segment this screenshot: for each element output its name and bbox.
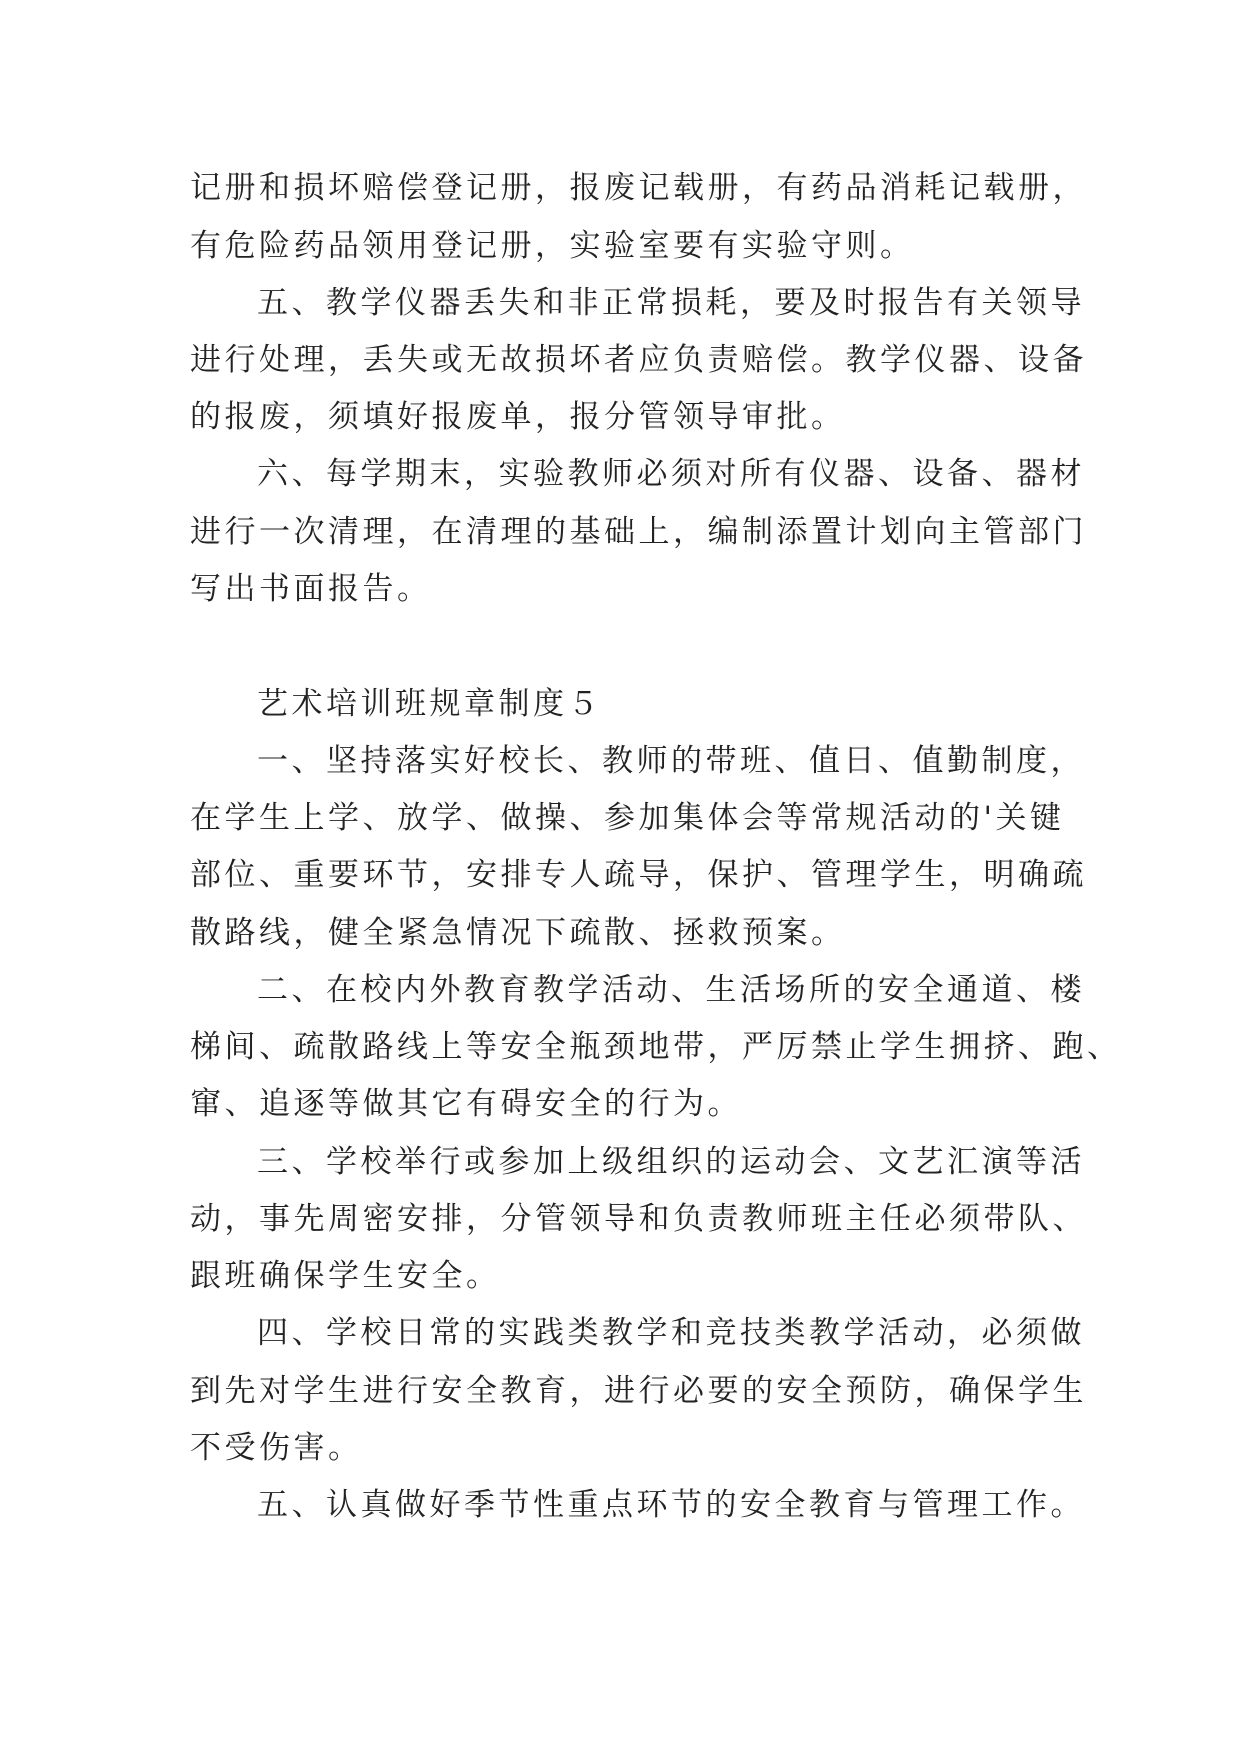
text-line: 散路线，健全紧急情况下疏散、拯救预案。 bbox=[190, 915, 846, 951]
text-line: 记册和损坏赔偿登记册，报废记载册，有药品消耗记载册， bbox=[190, 170, 1087, 206]
paragraph-first-line: 四、学校日常的实践类教学和竞技类教学活动，必须做 bbox=[257, 1315, 1085, 1351]
text-line: 在学生上学、放学、做操、参加集体会等常规活动的'关键 bbox=[190, 800, 1065, 836]
text-line: 部位、重要环节，安排专人疏导，保护、管理学生，明确疏 bbox=[190, 857, 1087, 893]
paragraph-first-line: 六、每学期末，实验教师必须对所有仪器、设备、器材 bbox=[257, 456, 1085, 492]
text-line: 跟班确保学生安全。 bbox=[190, 1258, 501, 1294]
text-line: 梯间、疏散路线上等安全瓶颈地带，严厉禁止学生拥挤、跑、 bbox=[190, 1029, 1122, 1065]
paragraph-first-line: 三、学校举行或参加上级组织的运动会、文艺汇演等活 bbox=[257, 1144, 1085, 1180]
text-line: 窜、追逐等做其它有碍安全的行为。 bbox=[190, 1086, 742, 1122]
text-line: 有危险药品领用登记册，实验室要有实验守则。 bbox=[190, 228, 915, 264]
text-line: 到先对学生进行安全教育，进行必要的安全预防，确保学生 bbox=[190, 1373, 1087, 1409]
text-line: 写出书面报告。 bbox=[190, 571, 432, 607]
text-line: 进行处理，丢失或无故损坏者应负责赔偿。教学仪器、设备 bbox=[190, 342, 1087, 378]
text-line: 的报废，须填好报废单，报分管领导审批。 bbox=[190, 399, 846, 435]
paragraph-first-line: 五、教学仪器丢失和非正常损耗，要及时报告有关领导 bbox=[257, 285, 1085, 321]
text-line: 动，事先周密安排，分管领导和负责教师班主任必须带队、 bbox=[190, 1201, 1087, 1237]
paragraph-first-line: 一、坚持落实好校长、教师的带班、值日、值勤制度， bbox=[257, 743, 1085, 779]
paragraph-first-line: 二、在校内外教育教学活动、生活场所的安全通道、楼 bbox=[257, 972, 1085, 1008]
paragraph-first-line: 五、认真做好季节性重点环节的安全教育与管理工作。 bbox=[257, 1487, 1085, 1523]
text-line: 不受伤害。 bbox=[190, 1430, 363, 1466]
section-heading: 艺术培训班规章制度５ bbox=[257, 686, 602, 722]
text-line: 进行一次清理，在清理的基础上，编制添置计划向主管部门 bbox=[190, 514, 1087, 550]
